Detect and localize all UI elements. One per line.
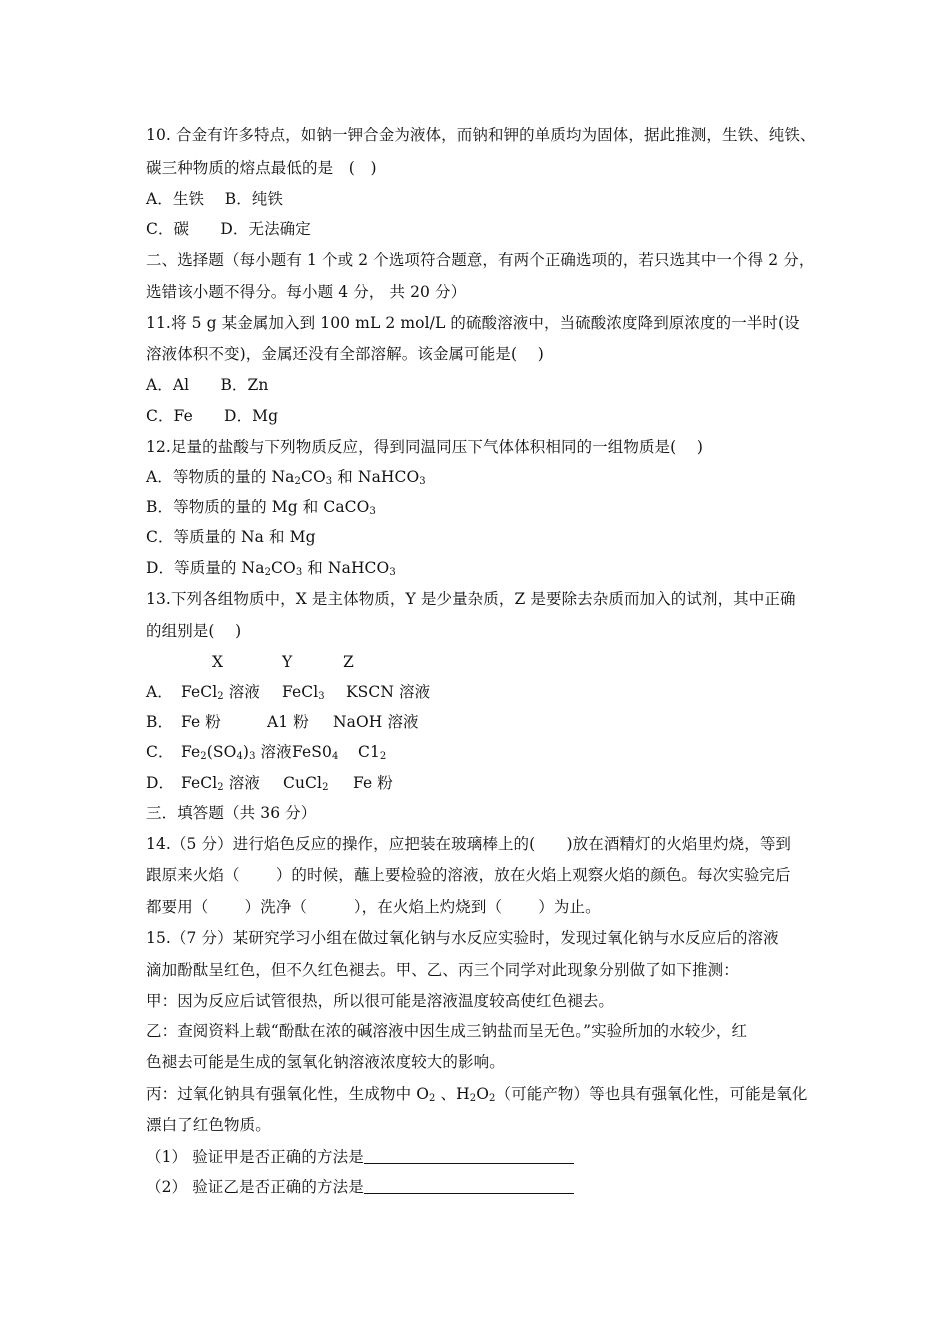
q10-options-ab: A．生铁 B．纯铁	[146, 190, 284, 208]
q15-sub2	[146, 1176, 826, 1198]
q12-d-text1: D．等质量的 Na	[146, 559, 265, 577]
section3-heading: 三．填答题（共 36 分）	[146, 804, 317, 822]
q14-line1: 14.（5 分）进行焰色反应的操作，应把装在玻璃棒上的( )放在酒精灯的火焰里灼烧，等到	[146, 835, 792, 853]
q13-c-y: $FeS0_4$	[292, 743, 339, 762]
q12-d-sub1: 2	[264, 567, 272, 578]
q12-a-sub3: 3	[419, 476, 426, 487]
q15-bing-line1: 丙：过氧化钠具有强氧化性，生成物中 $O_2$ 、$H_2O_2$（可能产物）等也具有强氧化性，可能是氧化	[146, 1085, 808, 1104]
q12-d-sub2: 3	[295, 567, 303, 578]
q14-line3: 都要用（ ）洗净（ ），在火焰上灼烧到（ ）为止。	[146, 898, 601, 916]
q13-b-y: A1 粉	[267, 713, 309, 731]
q15-line1: 15.（7 分）某研究学习小组在做过氧化钠与水反应实验时，发现过氧化钠与水反应后的溶液	[146, 929, 779, 947]
q13-c-x: $Fe_2(SO_4)_3$ 溶液	[181, 743, 292, 762]
section2-heading-line2: 选错该小题不得分。每小题 4 分， 共 20 分）	[146, 283, 467, 301]
q10-options-cd: C．碳 D．无法确定	[146, 220, 311, 238]
q12-d-text2: CO	[271, 559, 296, 577]
q15-sub1-answer-blank[interactable]	[364, 1148, 574, 1164]
q13-a-y: FeCl$_3$	[282, 683, 325, 702]
q14-line2: 跟原来火焰（ ）的时候，蘸上要检验的溶液，放在火焰上观察火焰的颜色。每次实验完后	[146, 866, 791, 884]
q12-a-text1: A．等物质的量的 Na	[146, 468, 295, 486]
q12-a-text3: 和 NaHCO	[332, 468, 420, 486]
q12-b-sub1: 3	[369, 506, 376, 517]
q15-jia: 甲：因为反应后试管很热，所以很可能是溶液温度较高使红色褪去。	[146, 992, 615, 1010]
q15-line2: 滴加酚酞呈红色，但不久红色褪去。甲、乙、丙三个同学对此现象分别做了如下推测：	[146, 961, 739, 979]
q13-b-x: Fe 粉	[181, 713, 221, 731]
q13-c-z: $C1_2$	[358, 743, 387, 762]
q15-yi-line1: 乙：查阅资料上载“酚酞在浓的碱溶液中因生成三钠盐而呈无色。”实验所加的水较少，红	[146, 1022, 748, 1040]
q12-option-c: C．等质量的 Na 和 Mg	[146, 528, 316, 546]
q15-sub1	[146, 1146, 826, 1168]
q13-a-z: KSCN 溶液	[346, 683, 431, 701]
q13-stem-line2: 的组别是( )	[146, 622, 242, 640]
q11-options-cd: C．Fe D．Mg	[146, 407, 279, 425]
q13-stem-line1: 13.下列各组物质中，X 是主体物质，Y 是少量杂质，Z 是要除去杂质而加入的试剂，其中正确	[146, 590, 796, 608]
q15-bing-line2: 漂白了红色物质。	[146, 1116, 271, 1134]
q13-b-z: NaOH 溶液	[333, 713, 419, 731]
q13-header-z: Z	[343, 653, 354, 671]
q12-b-text1: B．等物质的量的 Mg 和 CaCO	[146, 498, 370, 516]
section2-heading-line1: 二、选择题（每小题有 1 个或 2 个选项符合题意，有两个正确选项的，若只选其中一个得 2 分，	[146, 251, 815, 269]
q12-a-sub1: 2	[294, 476, 301, 487]
q15-sub2-answer-blank[interactable]	[364, 1178, 574, 1194]
q13-header-x: X	[212, 653, 224, 671]
q12-a-text2: CO	[301, 468, 326, 486]
q13-a-label: A．	[146, 683, 173, 701]
q13-header-y: Y	[282, 653, 293, 671]
q11-stem-line1: 11.将 5 g 某金属加入到 100 mL 2 mol/L 的硫酸溶液中，当硫酸浓度降到原浓度的一半时(设	[146, 314, 800, 332]
q12-d-sub3: 3	[389, 567, 396, 578]
q13-d-z: Fe 粉	[353, 774, 393, 792]
q15-yi-line2: 色褪去可能是生成的氢氧化钠溶液浓度较大的影响。	[146, 1053, 505, 1071]
q13-a-x: FeCl$_2$ 溶液	[181, 683, 260, 702]
q11-options-ab: A．Al B．Zn	[146, 376, 269, 394]
q12-option-d	[146, 557, 826, 579]
q15-sub2-label: （2） 验证乙是否正确的方法是	[146, 1178, 364, 1196]
q11-stem-line2: 溶液体积不变)，金属还没有全部溶解。该金属可能是( )	[146, 345, 544, 363]
q10-stem-line2: 碳三种物质的熔点最低的是 ( )	[146, 159, 377, 177]
q13-d-x: FeCl$_2$ 溶液	[181, 774, 260, 793]
q13-c-label: C．	[146, 743, 174, 761]
q12-a-sub2: 3	[325, 476, 333, 487]
q10-stem-line1: 10. 合金有许多特点，如钠一钾合金为液体，而钠和钾的单质均为固体，据此推测，生铁、纯铁、	[146, 126, 816, 144]
q13-d-label: D．	[146, 774, 175, 792]
q12-stem: 12.足量的盐酸与下列物质反应，得到同温同压下气体体积相同的一组物质是( )	[146, 438, 704, 456]
q12-option-b	[146, 496, 826, 518]
q12-option-a	[146, 466, 826, 488]
q13-b-label: B．	[146, 713, 174, 731]
q15-sub1-label: （1） 验证甲是否正确的方法是	[146, 1148, 364, 1166]
q12-d-text3: 和 NaHCO	[302, 559, 390, 577]
q13-d-y: CuCl$_2$	[283, 774, 329, 793]
